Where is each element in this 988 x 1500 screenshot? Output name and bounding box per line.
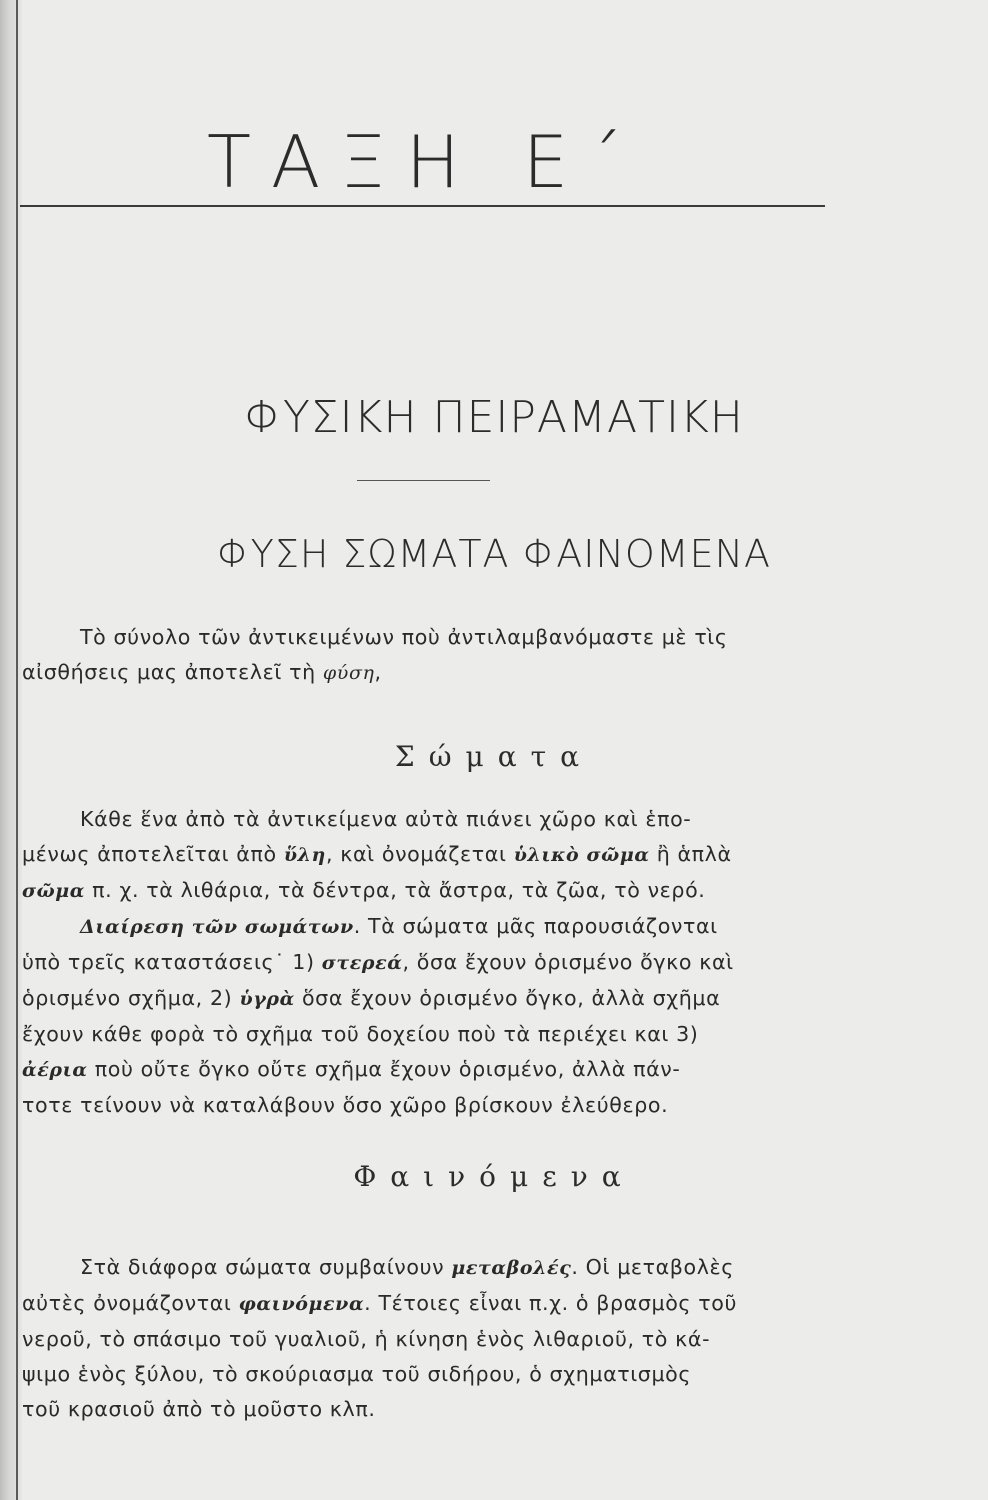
- heading-divider: [357, 480, 490, 481]
- section-heading-somata: Σώματα: [394, 740, 594, 773]
- title-underline: [20, 205, 825, 207]
- term-yliko-soma: ὑλικὸ σῶμα: [513, 844, 650, 866]
- text-line: Κάθε ἕνα ἀπὸ τὰ ἀντικείμενα αὐτὰ πιάνει χῶρο καὶ ἑπο-: [80, 807, 692, 831]
- section-heading-fainomena: Φαινόμενα: [353, 1160, 635, 1193]
- term-diairesi: Διαίρεση τῶν σωμάτων: [80, 916, 354, 938]
- somata-paragraph: [22, 802, 840, 1123]
- term-physis: φύση: [322, 662, 375, 684]
- term-sterea: στερεά: [321, 952, 403, 974]
- text-line: ἀέρια ποὺ οὔτε ὄγκο οὔτε σχῆμα ἔχουν ὁρισμένο, ἀλλὰ πάν-: [22, 1057, 681, 1081]
- term-metavoles: μεταβολές: [451, 1257, 572, 1279]
- term-soma: σῶμα: [22, 880, 86, 902]
- text-line: μένως ἀποτελεῖται ἀπὸ ὕλη, καὶ ὀνομάζεται ὑλικὸ σῶμα ἢ ἁπλὰ: [22, 842, 732, 866]
- text-line: αὐτὲς ὀνομάζονται φαινόμενα. Τέτοιες εἶναι π.χ. ὁ βρασμὸς τοῦ: [22, 1291, 737, 1315]
- text-line: ὑπὸ τρεῖς καταστάσεις˙ 1) στερεά, ὅσα ἔχουν ὁρισμένο ὄγκο καὶ: [22, 950, 734, 974]
- term-fainomena: φαινόμενα: [238, 1293, 365, 1315]
- text-line: Διαίρεση τῶν σωμάτων. Τὰ σώματα μᾶς παρουσιάζονται: [80, 914, 718, 938]
- text-line: Στὰ διάφορα σώματα συμβαίνουν μεταβολές. Οἱ μεταβολὲς: [80, 1255, 734, 1279]
- text-line: ψιμο ἑνὸς ξύλου, τὸ σκούριασμα τοῦ σιδήρου, ὁ σχηματισμὸς: [22, 1362, 692, 1386]
- text-line: νεροῦ, τὸ σπάσιμο τοῦ γυαλιοῦ, ἡ κίνηση ἑνὸς λιθαριοῦ, τὸ κά-: [22, 1327, 711, 1351]
- term-ygra: ὑγρὰ: [239, 988, 295, 1010]
- main-heading: ΦΥΣΙΚΗ ΠΕΙΡΑΜΑΤΙΚΗ: [244, 392, 744, 443]
- text-line: τοῦ κρασιοῦ ἀπὸ τὸ μοῦστο κλπ.: [22, 1397, 376, 1421]
- sub-heading: ΦΥΣΗ ΣΩΜΑΤΑ ΦΑΙΝΟΜΕΝΑ: [216, 532, 772, 576]
- intro-paragraph: [22, 620, 840, 691]
- term-yli: ὕλη: [283, 844, 326, 866]
- text-line: τοτε τείνουν νὰ καταλάβουν ὅσο χῶρο βρίσκουν ἐλεύθερο.: [22, 1093, 669, 1117]
- text-line: αἰσθήσεις μας ἀποτελεῖ τὴ φύση,: [22, 660, 382, 684]
- fainomena-paragraph: [22, 1250, 840, 1427]
- class-title: ΤΑΞΗ Ε΄: [206, 120, 643, 204]
- text-line: ἔχουν κάθε φορὰ τὸ σχῆμα τοῦ δοχείου ποὺ τὰ περιέχει και 3): [22, 1022, 699, 1046]
- term-aeria: ἀέρια: [22, 1059, 88, 1081]
- text-line: Τὸ σύνολο τῶν ἀντικειμένων ποὺ ἀντιλαμβανόμαστε μὲ τὶς: [80, 625, 728, 649]
- text-line: ὁρισμένο σχῆμα, 2) ὑγρὰ ὅσα ἔχουν ὁρισμένο ὄγκο, ἀλλὰ σχῆμα: [22, 986, 721, 1010]
- text-line: σῶμα π. χ. τὰ λιθάρια, τὰ δέντρα, τὰ ἄστρα, τὰ ζῶα, τὸ νερό.: [22, 878, 706, 902]
